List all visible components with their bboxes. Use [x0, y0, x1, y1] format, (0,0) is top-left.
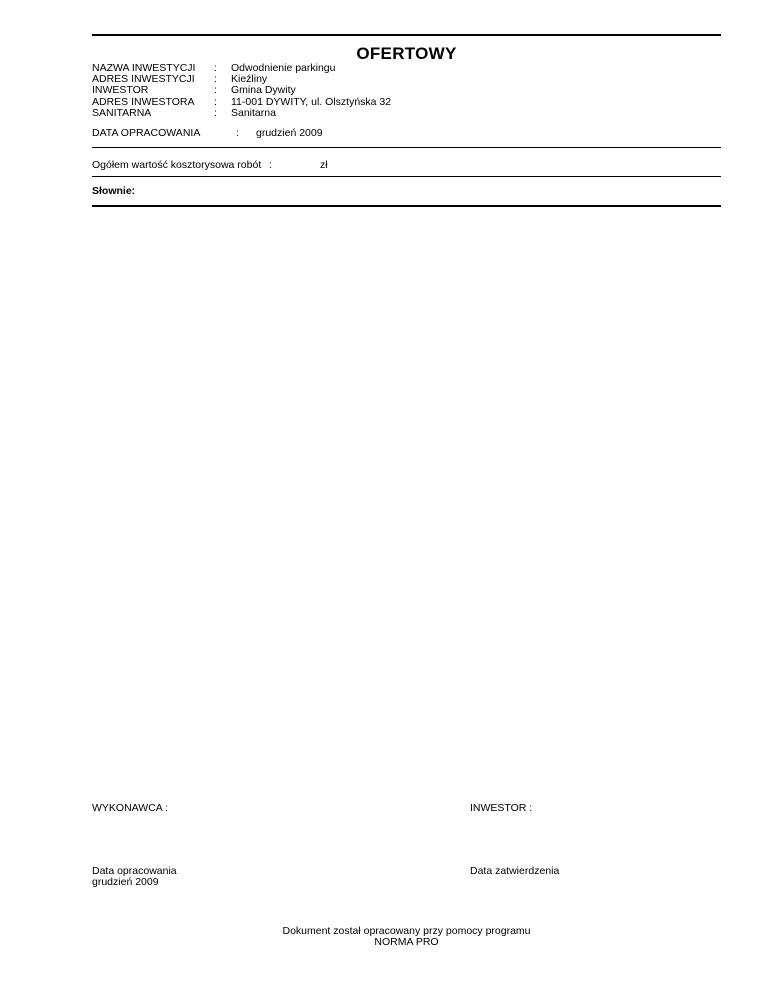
footer-line-1: Dokument został opracowany przy pomocy programu	[282, 925, 531, 937]
investor-signature-label: INWESTOR :	[470, 802, 533, 814]
info-colon: :	[214, 95, 217, 108]
info-value: 11-001 DYWITY, ul. Olsztyńska 32	[231, 95, 392, 108]
total-value-colon: :	[269, 159, 272, 171]
info-label: ADRES INWESTYCJI	[92, 73, 195, 86]
info-colon: :	[214, 84, 217, 97]
top-rule	[92, 34, 721, 36]
info-label: SANITARNA	[92, 106, 152, 119]
date-colon: :	[236, 127, 239, 139]
in-words-label: Słownie:	[92, 185, 136, 197]
total-value-currency: zł	[320, 159, 328, 171]
document-title: OFERTOWY	[356, 44, 457, 63]
info-colon: :	[214, 73, 217, 86]
approval-date-label: Data zatwierdzenia	[470, 865, 560, 877]
rule-after-total	[92, 176, 721, 177]
info-colon: :	[214, 106, 217, 119]
info-label: ADRES INWESTORA	[92, 95, 195, 108]
info-label: NAZWA INWESTYCJI	[92, 62, 196, 74]
prepared-date-label: Data opracowania	[92, 865, 177, 877]
date-value: grudzień 2009	[256, 127, 323, 139]
footer-line-2: NORMA PRO	[374, 936, 439, 948]
contractor-label: WYKONAWCA :	[92, 802, 169, 814]
info-value: Odwodnienie parkingu	[231, 62, 336, 74]
info-value: Kieźliny	[231, 73, 268, 86]
info-value: Sanitarna	[231, 106, 276, 119]
info-label: INWESTOR	[92, 84, 149, 97]
info-colon: :	[214, 62, 217, 74]
date-label: DATA OPRACOWANIA	[92, 127, 201, 139]
footer-note	[200, 926, 613, 948]
rule-after-date	[92, 147, 721, 148]
info-value: Gmina Dywity	[231, 84, 296, 97]
rule-after-in-words	[92, 205, 721, 207]
total-value-label: Ogółem wartość kosztorysowa robót	[92, 159, 262, 171]
prepared-date-value: grudzień 2009	[92, 876, 159, 888]
